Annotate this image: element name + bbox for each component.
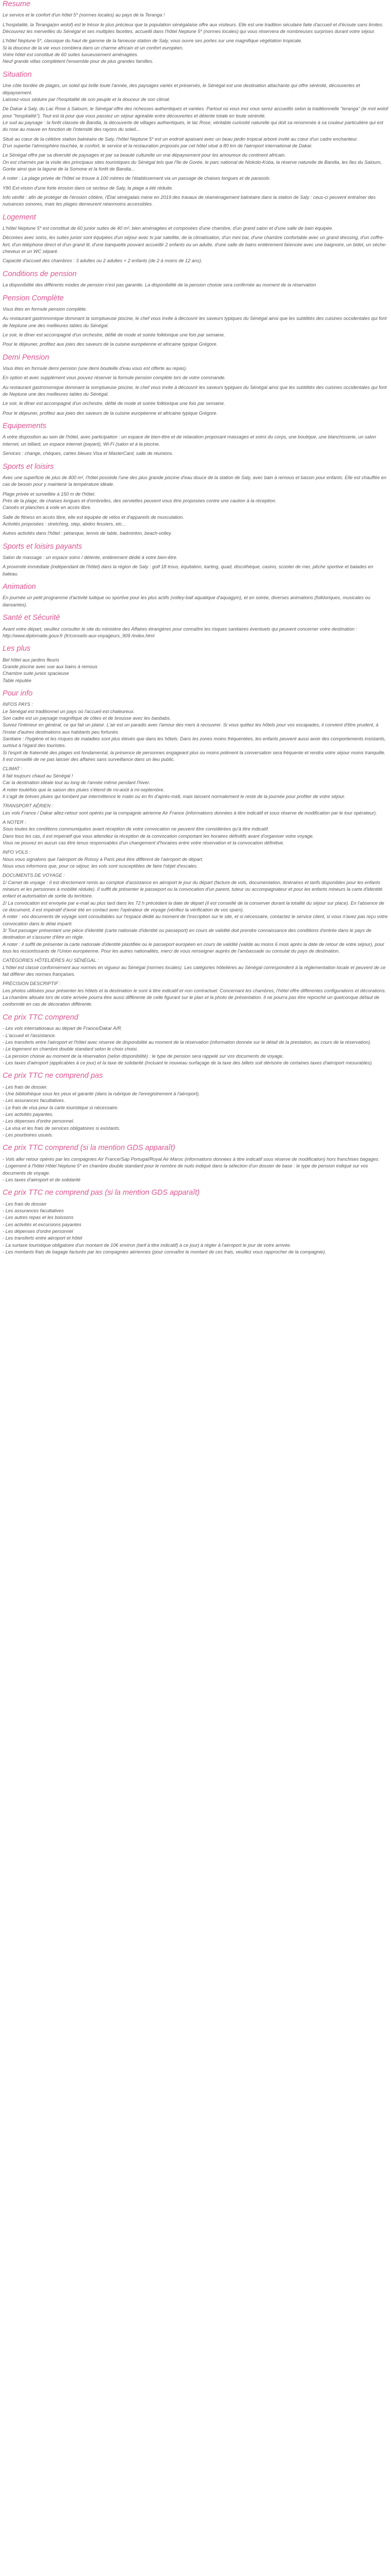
section-paragraph: Pour le déjeuner, profitez aux joies des saveurs de la cuisine européenne et africaine typique Grégore.	[3, 410, 218, 416]
section-paragraph: Le soir, le dîner est accompagné d'un orchestre, défilé de mode et soirée folklorique une fois par semaine.	[3, 332, 225, 337]
section-paragraph: L'hôtel Neptune 5*, classique du haut de gamme de la fameuse station de Saly, vous ouvre ses portes sur une magnifique végétation tropicale. Si la douceur de la vie vous comblera dans un charme africain et un confort européen. Votre hôtel est constitué de 60 suites luxueusement aménagées. Neuf grande villas complètent l'ensemble pour de plus grandes familles.	[3, 38, 302, 64]
section-title: Sports et loisirs payants	[3, 542, 82, 551]
content	[3, 0, 388, 1256]
section-paragraph: En option et avec supplément vous pouvez réserver la formule pension complète lors de votre commande.	[3, 375, 226, 381]
section-paragraph: Situé au cœur de la célèbre station balnéaire de Saly, l'hôtel Neptune 5* est un endroit apaisant avec un beau jardin tropical arboré invité au cœur d'un cadre enchanteur. D'un superbe l'atmosphère touchée, le confort, le service et la restauration proposés par cet hôtel situé à 80 km de l'aéroport international de Dakar.	[3, 136, 358, 148]
section-paragraph: A noter : La plage privée de l'hôtel se trouve à 100 mètres de l'établissement via un passage de chaises longues et de parasols.	[3, 176, 271, 181]
section-title: Conditions de pension	[3, 269, 77, 278]
section-paragraph: Le service et le confort d'un hôtel 5* (normes locales) au pays de la Teranga !	[3, 12, 165, 18]
section-paragraph: - Les frais de dossier - Les assurances facultatives - Les autres repas et les boissons - Les activités et excursions payantes - Les dépenses d'ordre personnel - Les transferts entre aéroport et hôtel - La surtaxe touristique obligatoire d'un montant de 10€ environ (tarif à titre indicatif) à ce jour) à régler à l'aéroport le jour de votre arrivée. - Les montants frais de bagage facturés par les compagnies aériennes (pour connaître le montant de ces frais, veuillez vous rapprocher de la compagnie).	[3, 1201, 327, 1255]
section-sports-et-loisirs	[3, 463, 388, 537]
section-sports-et-loisirs-payants	[3, 543, 388, 578]
section-situation	[3, 71, 388, 208]
section-title: Ce prix TTC comprend	[3, 1013, 78, 1022]
section-paragraph: CATÉGORIES HÔTELIÈRES AU SÉNÉGAL : L'hôtel est classé conformément aux normes en vigueur au Sénégal (normes locales). Les catégories hôtelières au Sénégal correspondent à la réglementation locale et peuvent de ce fait différer des normes françaises.	[3, 958, 386, 977]
section-title: Ce prix TTC ne comprend pas	[3, 1072, 103, 1080]
section-paragraph: Services : change, chèques, cartes bleues Visa et MasterCard, salle de réunions.	[3, 451, 173, 456]
section-paragraph: Le Sénégal offre par sa diversité de paysages et par sa beauté culturelle un vrai dépaysement pour les amoureux du continent africain. On est charmés par la visite des principaux sites touristiques du Sénégal tels que l'île de Gorée, le parc national de Niokolo-Koba, la réserve naturelle de Bandia, les îles du Saloum, Gorée ainsi que la lagune de la Somone et la forêt de Bandia...	[3, 152, 382, 172]
section-paragraph: Vous êtes en formule demi pension (une demi bouteille d'eau vous est offerte au repas).	[3, 366, 187, 371]
section-paragraph: L'hôtel Neptune 5* est constitué de 60 junior suites de 40 m², bien aménagées et composées d'une chambre, d'un grand salon et d'une salle de bain équipée.	[3, 226, 333, 231]
section-resume	[3, 0, 388, 65]
section-logement	[3, 213, 388, 265]
section-paragraph: TRANSPORT AÉRIEN : Les vols France / Dakar allez-retour sont opérés par la compagnie aérienne Air France (informations données à titre indicatif et sous réserve de modification par le tour opérateur).	[3, 803, 377, 816]
section-title: Les plus	[3, 645, 31, 653]
section-paragraph: Capacité d'accueil des chambres : 3 adultes ou 2 adultes + 2 enfants (de 2 à moins de 12 ans).	[3, 258, 203, 264]
section-paragraph: INFO VOLS : Nous vous signalons que l'aéroport de Roissy à Paris peut être différent de l'aéroport de départ. Nous vous informons que, pour ce séjour, les vols sont susceptibles de faire l'objet d'escales.	[3, 850, 204, 869]
section-demi-pension	[3, 353, 388, 417]
section-title: Resume	[3, 0, 30, 8]
section-title: Pour info	[3, 689, 33, 698]
section-title: Ce prix TTC comprend (si la mention GDS apparaît)	[3, 1144, 175, 1153]
section-paragraph: Décorées avec soins, les suites junior sont équipées d'un séjour avec tv par satellite, de la climatisation, d'un mini bar, d'une chambre confortable avec un grand dressing, d'un coffre-fort, d'un téléphone direct et d'un grand lit, d'une banquette pouvant accueillir 2 enfants ou un adulte, d'une salle de bains entièrement faïencée avec une baignoire, un bidet, un sèche-cheveux et un WC séparé.	[3, 235, 387, 255]
section-paragraph: Avant votre départ, veuillez consulter le site du ministère des Affaires étrangères pour connaître les risques sanitaires éventuels qui peuvent concerner votre destination : http://www.diplomatie.gouv.fr (fr/conseils-aux-voyageurs_909 /index.html	[3, 626, 357, 638]
section-title: Ce prix TTC ne comprend pas (si la mention GDS apparaît)	[3, 1189, 200, 1197]
section-title: Sports et loisirs	[3, 462, 54, 471]
section-paragraph: Salon de massage : un espace soins / détente, entièrement dédié à votre bien-être.	[3, 555, 178, 561]
section-paragraph: Info vérifié : afin de protéger de l'érosion côtière, l'État sénégalais mène en 2019 des travaux de réaménagement balnéaire dans la station de Saly : ceux-ci peuvent entraîner des nuisances sonores, mais les plages demeurent néanmoins accessibles.	[3, 195, 376, 207]
section-paragraph: - Vols aller retour opérés par les compagnies Air France/Sap Portugal/Royal Air Maroc (informations données à titre indicatif sous réserve de modification) hors franchises bagages. - Logement à l'hôtel Hôtel Neptune 5* en chambre double standard pour le nombre de nuits indiqué dans la sélection d'un dossier de base : le type de pension indiqué sur vos documents de voyage. - Les taxes d'aéroport et de solidarité	[3, 1156, 380, 1182]
section-paragraph: CLIMAT : Il fait toujours chaud au Sénégal ! Car la destination idéale tout au long de l'année même pendant l'hiver. A noter toutefois que la saison des pluies s'étend de mi-août à mi-septembre. Il s'agit de brèves pluies qui tombent par intermittence le matin ou en fin d'après-midi, mais laissent normalement le reste de la journée pour profiter de votre séjour.	[3, 766, 346, 799]
section-title: Logement	[3, 213, 36, 222]
section-paragraph: Le soir, le dîner est accompagné d'un orchestre, défilé de mode et soirée folklorique une fois par semaine.	[3, 401, 225, 406]
section-ce-prix-ttc-ne-comprend-pas	[3, 1072, 388, 1139]
section-paragraph: Pour le déjeuner, profitez aux joies des saveurs de la cuisine européenne et africaine typique Grégore.	[3, 342, 218, 347]
section-pour-info	[3, 689, 388, 1008]
section-paragraph: INFOS PAYS : Le Sénégal est traditionnel un pays où l'accueil est chaleureux. Son cadre est un paysage magnifique de côtes et de brousse avec les baobabs. Suivez l'intérieur en général, ce qui fait un plaisir. L'air est un paradis avec l'amour des mers à recouvrer. Si vous quittez les hôtels pour vos escapades, il convient d'être prudent, à l'instar d'autres destinations aux habitants peu fortunés. Sanitaire : l'hygiène et les risques de maladies sont plus élevés que dans les hôtels. Dans les zones moins fréquentées, les enfants peuvent aussi avoir des comportements insistants, surtout à l'égard des touristes. Si l'esprit de fraternité des plages est fondamental, la présence de personnes engageant plus ou moins poliment la conversation sera fréquente et rendra votre séjour moins tranquille. Il est conseillé de ne pas laisser des affaires sans surveillance dans un lieu public.	[3, 702, 386, 762]
section-paragraph: L'hospitalité, la Teranga(en wolof) est le trésor le plus précieux que la population sénégalaise offre aux visiteurs. Elle est une tradition séculaire faite d'accueil et d'écoute sans limites. Découvrez les merveilles du Sénégal et ses multiples facettes, accueilli dans l'hôtel Neptune 5* (normes locales) qui vous réservera de nombreuses surprises durant votre séjour.	[3, 22, 384, 35]
section-animation	[3, 583, 388, 608]
section-ce-prix-ttc-comprend	[3, 1013, 388, 1066]
section-paragraph: Une côte bordée de plages, un soleil qui brille toute l'année, des paysages variés et préservés, le Sénégal est une destination attachante qui offre sérénité, découvertes et dépaysement. Laissez-vous séduire par l'hospitalité de son peuple et la douceur de son climat.	[3, 83, 360, 102]
section-paragraph: - Les vols internationaux au départ de France/Dakar A/R. - L'accueil et l'assistance. - Les transferts entre l'aéroport et l'hôtel avec réserve de disponibilité au moment de la réservation (information donnée sur le détail de la prestation, au cours de la réservation). - Le logement en chambre double standard selon le choix choisi. - La pension choisie au moment de la réservation (selon disponibilité) : le type de pension sera rappelé sur vos documents de voyage. - Les taxes d'aéroport (applicables à ce jour) et la taxe de solidarité (Incluant le nouveau surfaçage de la taxe des billets soit dérisoire de certaines taxes d'aéroport mesurables).	[3, 1026, 373, 1065]
section-paragraph: Au restaurant gastronomique dominant la somptueuse piscine, le chef vous invite à découvrir les saveurs typiques du Sénégal ainsi que les subtilités des cuisines occidentales qui font de Neptune une des meilleures tables du Sénégal.	[3, 316, 387, 328]
section-paragraph: - Les frais de dossier. - Une bibliothèque sous les yeux et garantir (dans la rubrique de l'enregistrement à l'aéroport). - Les assurances facultatives. - Le frais de visa pour la carte touristique si nécessaire. - Les activités payantes. - Les dépenses d'ordre personnel. - La visa et les frais de services obligatoires si existants. - Les pourboires usuels.	[3, 1084, 200, 1138]
section-paragraph: En journée un petit programme d'activité ludique ou sportive pour les plus actifs (volley-ball aquatique d'aquagym), et en soirée, diverses animations (folkloriques, musicales ou dansantes).	[3, 595, 370, 607]
section-les-plus	[3, 645, 388, 684]
section-paragraph: Plage privée et surveillée à 150 m de l'hôtel. Près de la plage, de chaises longues et d'ombrelles, des serviettes peuvent vous être proposées contre une caution à la réception. Canoës et planches à voile en accès libre.	[3, 491, 276, 511]
section-paragraph: Salle de fitness en accès libre, elle est équipée de vélos et d'appareils de musculation. Activités proposées : stretching, step, abdos fessiers, etc...	[3, 514, 184, 527]
section-paragraph: A proximité immédiate (indépendant de l'hôtel) dans la région de Saly : golf 18 trous, équitation, karting, quad, discothèque, casino, scooter de mer, pêche sportive et balades en bateau.	[3, 564, 373, 577]
section-conditions-de-pension	[3, 270, 388, 289]
section-sante-et-securite	[3, 614, 388, 639]
section-paragraph: PRÉCISION DESCRIPTIF : Les photos utilisées pour présenter les hôtels et la destination le sont à titre indicatif et non contractuel. Concernant les chambres, l'hôtel offre différentes configurations et décorations. La chambre allouée lors de votre arrivée pourra être aussi différente de celle figurant sur le plan et la photo de présentation. Il ne pourra pas être reproché un quelconque défaut de conformité en cas de décoration différente.	[3, 981, 386, 1007]
section-paragraph: Vous êtes en formule pension complète.	[3, 306, 87, 312]
section-paragraph: De Dakar à Saly, du Lac Rose à Saloum, le Sénégal offre des richesses authentiques et variées. Partout où vous irez vous serez accueillis selon la traditionnelle "teranga" (le mot wolof pour "hospitalité"). Tout est là pour que vous passiez un séjour agréable entre découvertes et détente totale en toute sérénité. Le sud au paysage : la forêt classée de Bandia, la découverte de villages authentiques, le lac Rose, véritable curiosité naturelle qui doit sa renommée à sa couleur particulière qui est du rose au mauve en fonction de l'intensité des rayons du soleil...	[3, 106, 388, 132]
section-paragraph: A NOTER : Sous toutes les conditions communiquées avant réception de votre convocation ne peuvent être considérées qu'à titre indicatif. Dans tous les cas, il est impératif que vous attendiez la réception de la convocation comportant les horaires définitifs avant d'organiser votre voyage. Vous ne pouvez en aucun cas être tenus responsables d'un changement d'horaires entre votre réservation et la convocation définitive.	[3, 819, 314, 845]
section-paragraph: A votre disposition au sein de l'hôtel, avec participation : un espace de bien-être et de relaxation proposant massages et soins du corps, une boutique, une blanchisserie, un salon internet, un billard, un espace internet (payant), Wi-Fi (salon et à la piscine.	[3, 434, 377, 447]
section-title: Situation	[3, 70, 32, 79]
section-title: Equipements	[3, 422, 46, 431]
section-paragraph: Y80 Ext-vision d'une forte érosion dans ce secteur de Saly, la plage a été réduite.	[3, 185, 173, 191]
section-paragraph: Autres activités dans l'hôtel : pétanque, tennis de table, badminton, beach-volley.	[3, 531, 172, 536]
section-paragraph: Avec une superficie de plus de 400 m², l'hôtel possède l'une des plus grande piscine d'eau douce de la station de Saly, avec bain à remous et bassin pour enfants. Elle est chauffée en cas de besoin pour y maintenir la température idéale.	[3, 474, 386, 487]
section-paragraph: Bel hôtel aux jardins fleuris Grande piscine avec vue aux bains à remous Chambre suite junior spacieuse Table réputée	[3, 657, 97, 683]
section-title: Pension Complète	[3, 294, 64, 302]
section-title: Animation	[3, 583, 36, 591]
section-paragraph: DOCUMENTS DE VOYAGE : 1/ Carnet de voyage : Il est directement remis au comptoir d'assistance en aéroport le jour du départ (facture de vols, documentation, itinéraires et tarifs disponibles pour les enfants mineurs et les personnes à mobilité réduite). Il suffit de présenter le passeport ou la convocation d'un parent, tuteur ou accompagnateur et pour les enfants mineurs la carte d'identité enfant et autorisation de sortie du territoire. 2/ La convocation est envoyée par e-mail au plus tard dans les 72 h précédant la date de départ (il est conseillé de la conserver durant la totalité du séjour sur place). En l'absence de ce document, il est impératif d'avoir été en contact avec l'opérateur de voyage (vérifiez la vérification de vos spam). A noter : vos documents de voyage sont consultables sur l'espace dédié au moment de l'inscription sur le site, et si nécessaire, contactez le service client, si vous n'avez pas reçu votre convocation dans le délai imparti. 3/ Tout passager présentant une pièce d'identité (carte nationale d'identité ou passeport) en cours de validité doit prendre connaissance des conditions d'entrée dans le pays de destination et s'assurer d'être en règle. A noter : il suffit de présenter la carte nationale d'identité plastifiée ou le passeport européen en cours de validité (valide au moins 6 mois après la date de retour de votre séjour), pour tous les ressortissants de l'Union européenne. Pour les autres nationalités, merci de vous renseigner auprès de l'ambassade ou consulat du pays de destination.	[3, 873, 388, 954]
section-equipements	[3, 422, 388, 457]
section-ce-prix-ttc-ne-comprend-pas-si-la-mention-gds-apparait	[3, 1189, 388, 1256]
section-paragraph: Au restaurant gastronomique dominant la somptueuse piscine, le chef vous invite à découvrir les saveurs typiques du Sénégal ainsi que les subtilités des cuisines occidentales qui font de Neptune une des meilleures tables du Sénégal.	[3, 384, 387, 397]
section-ce-prix-ttc-comprend-si-la-mention-gds-apparait	[3, 1144, 388, 1183]
section-paragraph: La disponibilité des différents modes de pension n'est pas garantie. La disponibilité de la pension choisie sera confirmée au moment de la réservation	[3, 282, 316, 288]
section-title: Santé et Sécurité	[3, 614, 60, 622]
section-title: Demi Pension	[3, 353, 50, 362]
section-pension-complete	[3, 294, 388, 348]
